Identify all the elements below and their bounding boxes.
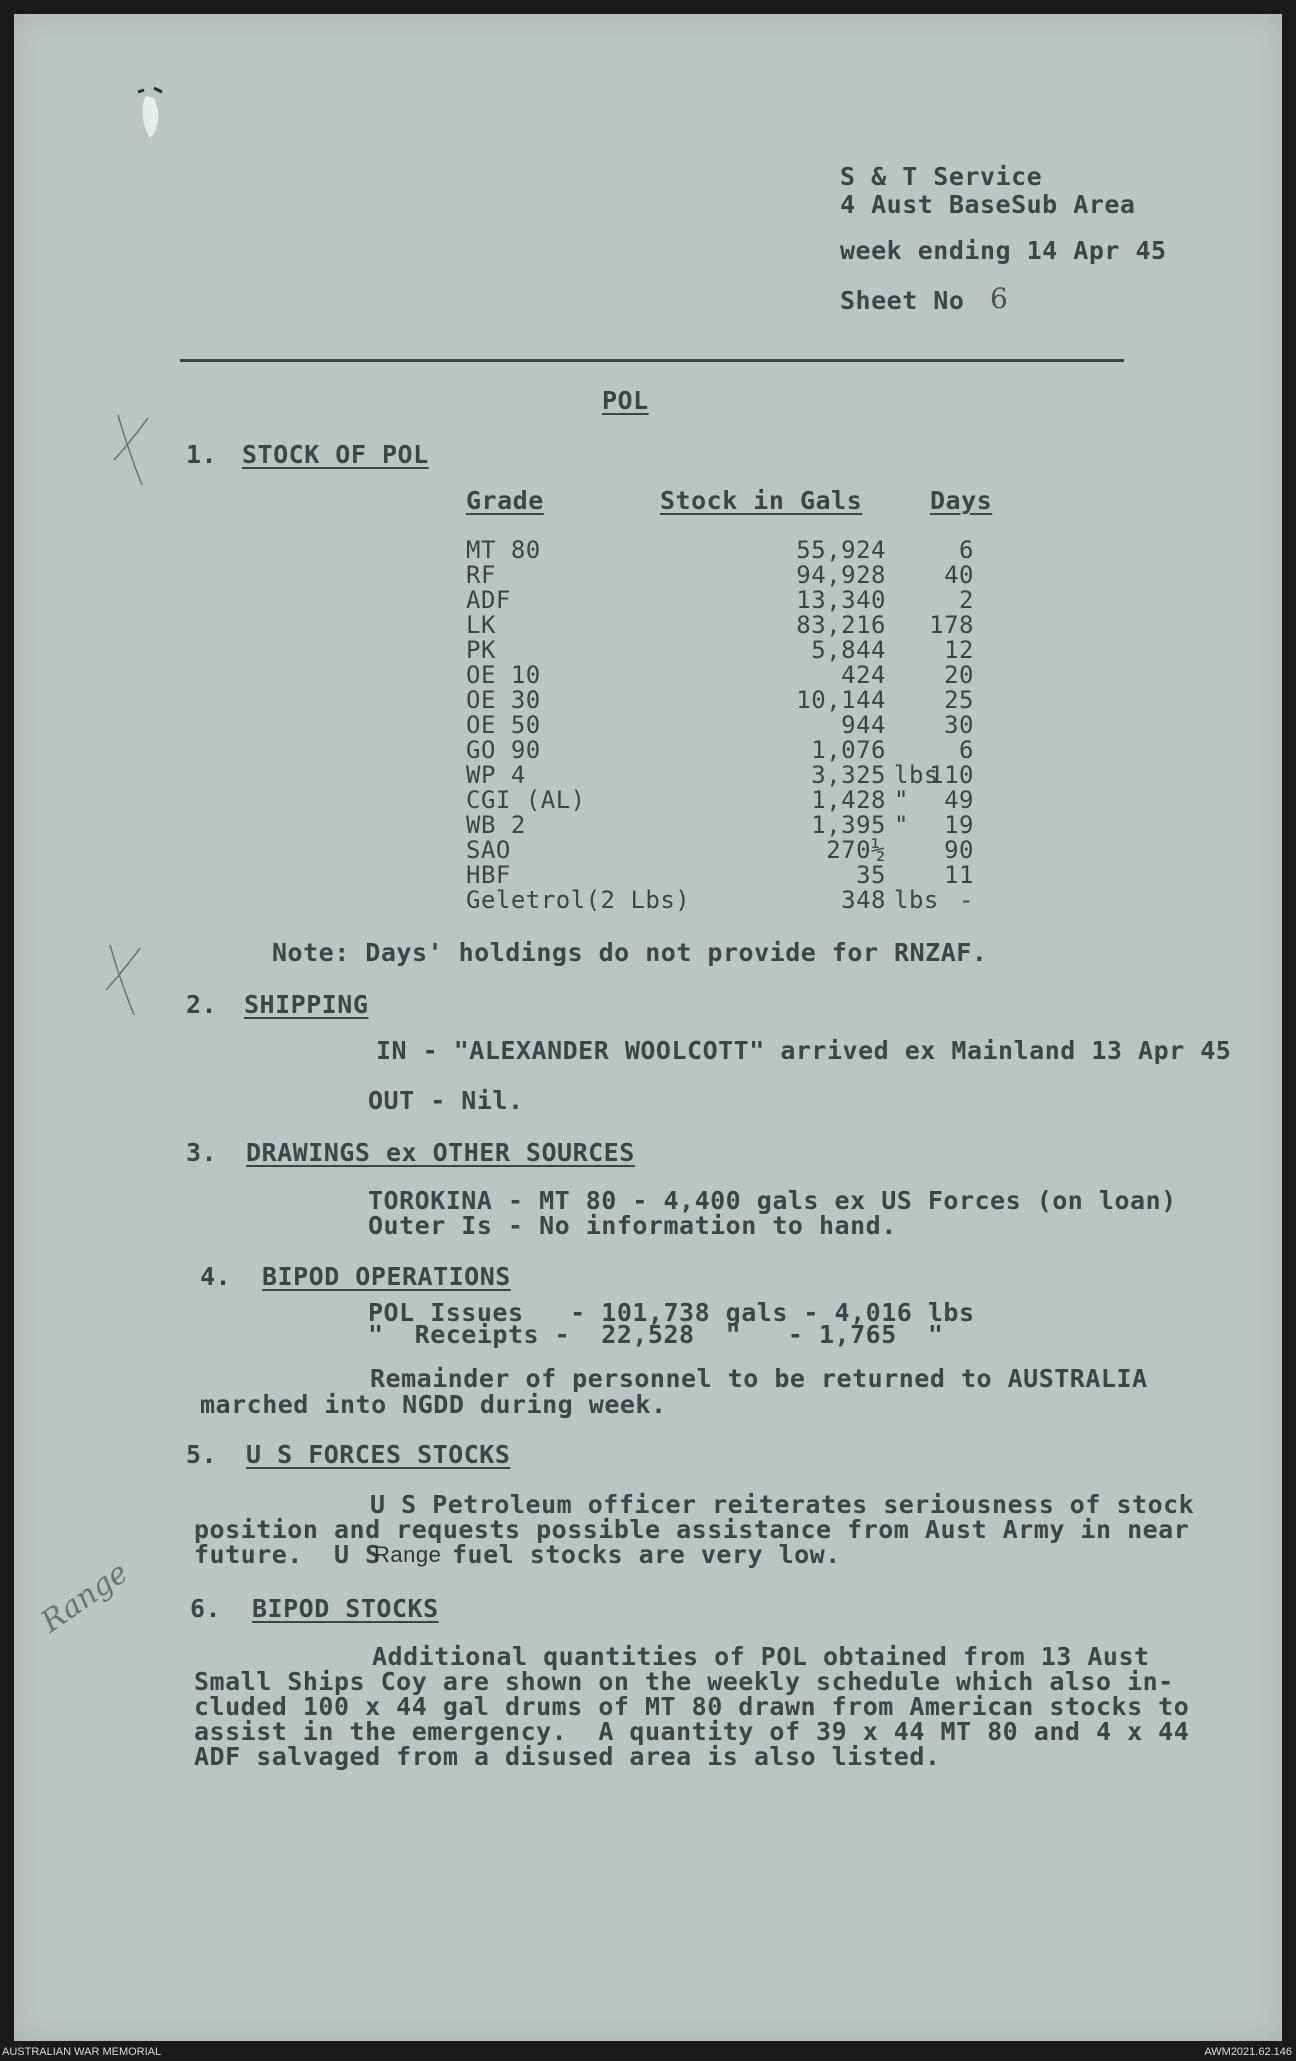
grade-cell: OE 30 <box>466 686 541 714</box>
days-cell: 12 <box>944 636 974 664</box>
drawings-line-1: TOROKINA - MT 80 - 4,400 gals ex US Forces (on loan) <box>368 1186 1177 1215</box>
grade-cell: RF <box>466 561 496 589</box>
days-cell: 30 <box>944 711 974 739</box>
drawings-line-2: Outer Is - No information to hand. <box>368 1211 897 1240</box>
shipping-in: IN - "ALEXANDER WOOLCOTT" arrived ex Mainland 13 Apr 45 <box>376 1036 1232 1065</box>
section-5-number: 5. <box>186 1440 218 1469</box>
grade-cell: OE 50 <box>466 711 541 739</box>
grade-cell: GO 90 <box>466 736 541 764</box>
usforces-typed-insert: Range <box>374 1542 442 1567</box>
grade-cell: WB 2 <box>466 811 526 839</box>
grade-cell: ADF <box>466 586 511 614</box>
stock-cell: 83,216 <box>796 611 886 639</box>
days-cell: 6 <box>959 736 974 764</box>
col-header-stock: Stock in Gals <box>660 486 863 515</box>
stock-cell: 35 <box>856 861 886 889</box>
bipod-stocks-para-1: Additional quantities of POL obtained from 13 Aust <box>372 1642 1150 1671</box>
section-4-heading: BIPOD OPERATIONS <box>262 1262 511 1291</box>
grade-cell: Geletrol(2 Lbs) <box>466 886 691 914</box>
section-1-heading: STOCK OF POL <box>242 440 429 469</box>
stock-cell: 270½ <box>826 836 886 864</box>
grade-cell: CGI (AL) <box>466 786 586 814</box>
stock-cell: 1,428 <box>811 786 886 814</box>
days-cell: 40 <box>944 561 974 589</box>
grade-cell: OE 10 <box>466 661 541 689</box>
pencil-tick-mark <box>108 410 158 490</box>
bipod-receipts: " Receipts - 22,528 " - 1,765 " <box>368 1320 944 1349</box>
grade-cell: MT 80 <box>466 536 541 564</box>
header-sheet-number: 6 <box>990 282 1009 315</box>
usforces-para-3a: future. U S <box>194 1540 381 1569</box>
usforces-para-1: U S Petroleum officer reiterates seriousness of stock <box>370 1490 1195 1519</box>
stock-cell: 5,844 <box>811 636 886 664</box>
margin-note: Range <box>34 1555 135 1640</box>
unit-cell: " <box>894 786 909 814</box>
stock-cell: 3,325 <box>811 761 886 789</box>
col-header-grade: Grade <box>466 486 544 515</box>
days-cell: 11 <box>944 861 974 889</box>
col-header-days: Days <box>930 486 993 515</box>
days-cell: 90 <box>944 836 974 864</box>
bipod-para-2: marched into NGDD during week. <box>200 1390 667 1419</box>
section-3-number: 3. <box>186 1138 218 1167</box>
stock-cell: 348 <box>841 886 886 914</box>
footer-reference: AWM2021.62.146 <box>1204 2046 1292 2058</box>
table-note: Note: Days' holdings do not provide for RNZAF. <box>272 938 988 967</box>
bipod-stocks-para-4: assist in the emergency. A quantity of 39 x 44 MT 80 and 4 x 44 <box>194 1717 1190 1746</box>
stock-cell: 1,395 <box>811 811 886 839</box>
grade-cell: HBF <box>466 861 511 889</box>
section-4-number: 4. <box>200 1262 232 1291</box>
page-title: POL <box>602 386 649 415</box>
shipping-out: OUT - Nil. <box>368 1086 524 1115</box>
usforces-para-3b: fuel stocks are very low. <box>452 1540 841 1569</box>
header-service: S & T Service <box>840 162 1043 191</box>
paper-damage-mark <box>132 86 172 144</box>
days-cell: 6 <box>959 536 974 564</box>
stock-cell: 10,144 <box>796 686 886 714</box>
grade-cell: WP 4 <box>466 761 526 789</box>
bipod-stocks-para-5: ADF salvaged from a disused area is also listed. <box>194 1742 941 1771</box>
stock-cell: 94,928 <box>796 561 886 589</box>
section-2-heading: SHIPPING <box>244 990 369 1019</box>
section-1-number: 1. <box>186 440 218 469</box>
days-cell: - <box>959 886 974 914</box>
stock-cell: 13,340 <box>796 586 886 614</box>
header-sheet-label: Sheet No <box>840 286 965 315</box>
days-cell: 110 <box>929 761 974 789</box>
grade-cell: LK <box>466 611 496 639</box>
grade-cell: SAO <box>466 836 511 864</box>
days-cell: 25 <box>944 686 974 714</box>
section-3-heading: DRAWINGS ex OTHER SOURCES <box>246 1138 635 1167</box>
section-5-heading: U S FORCES STOCKS <box>246 1440 511 1469</box>
header-divider <box>180 359 1124 362</box>
days-cell: 178 <box>929 611 974 639</box>
grade-cell: PK <box>466 636 496 664</box>
stock-cell: 55,924 <box>796 536 886 564</box>
bipod-issues: POL Issues - 101,738 gals - 4,016 lbs <box>368 1298 975 1327</box>
bipod-para-1: Remainder of personnel to be returned to AUSTRALIA <box>370 1364 1148 1393</box>
bipod-stocks-para-2: Small Ships Coy are shown on the weekly schedule which also in- <box>194 1667 1174 1696</box>
stock-cell: 1,076 <box>811 736 886 764</box>
days-cell: 49 <box>944 786 974 814</box>
unit-cell: " <box>894 811 909 839</box>
days-cell: 19 <box>944 811 974 839</box>
stock-cell: 424 <box>841 661 886 689</box>
usforces-para-2: position and requests possible assistance from Aust Army in near <box>194 1515 1190 1544</box>
footer-institution: AUSTRALIAN WAR MEMORIAL <box>2 2046 162 2058</box>
pencil-tick-mark-2 <box>100 940 150 1020</box>
unit-cell: lbs <box>894 886 939 914</box>
stock-cell: 944 <box>841 711 886 739</box>
section-2-number: 2. <box>186 990 218 1019</box>
header-week-ending: week ending 14 Apr 45 <box>840 236 1167 265</box>
unit-cell: lbs <box>894 761 939 789</box>
section-6-number: 6. <box>190 1594 222 1623</box>
header-area: 4 Aust BaseSub Area <box>840 190 1136 219</box>
days-cell: 20 <box>944 661 974 689</box>
section-6-heading: BIPOD STOCKS <box>252 1594 439 1623</box>
days-cell: 2 <box>959 586 974 614</box>
bipod-stocks-para-3: cluded 100 x 44 gal drums of MT 80 drawn from American stocks to <box>194 1692 1190 1721</box>
